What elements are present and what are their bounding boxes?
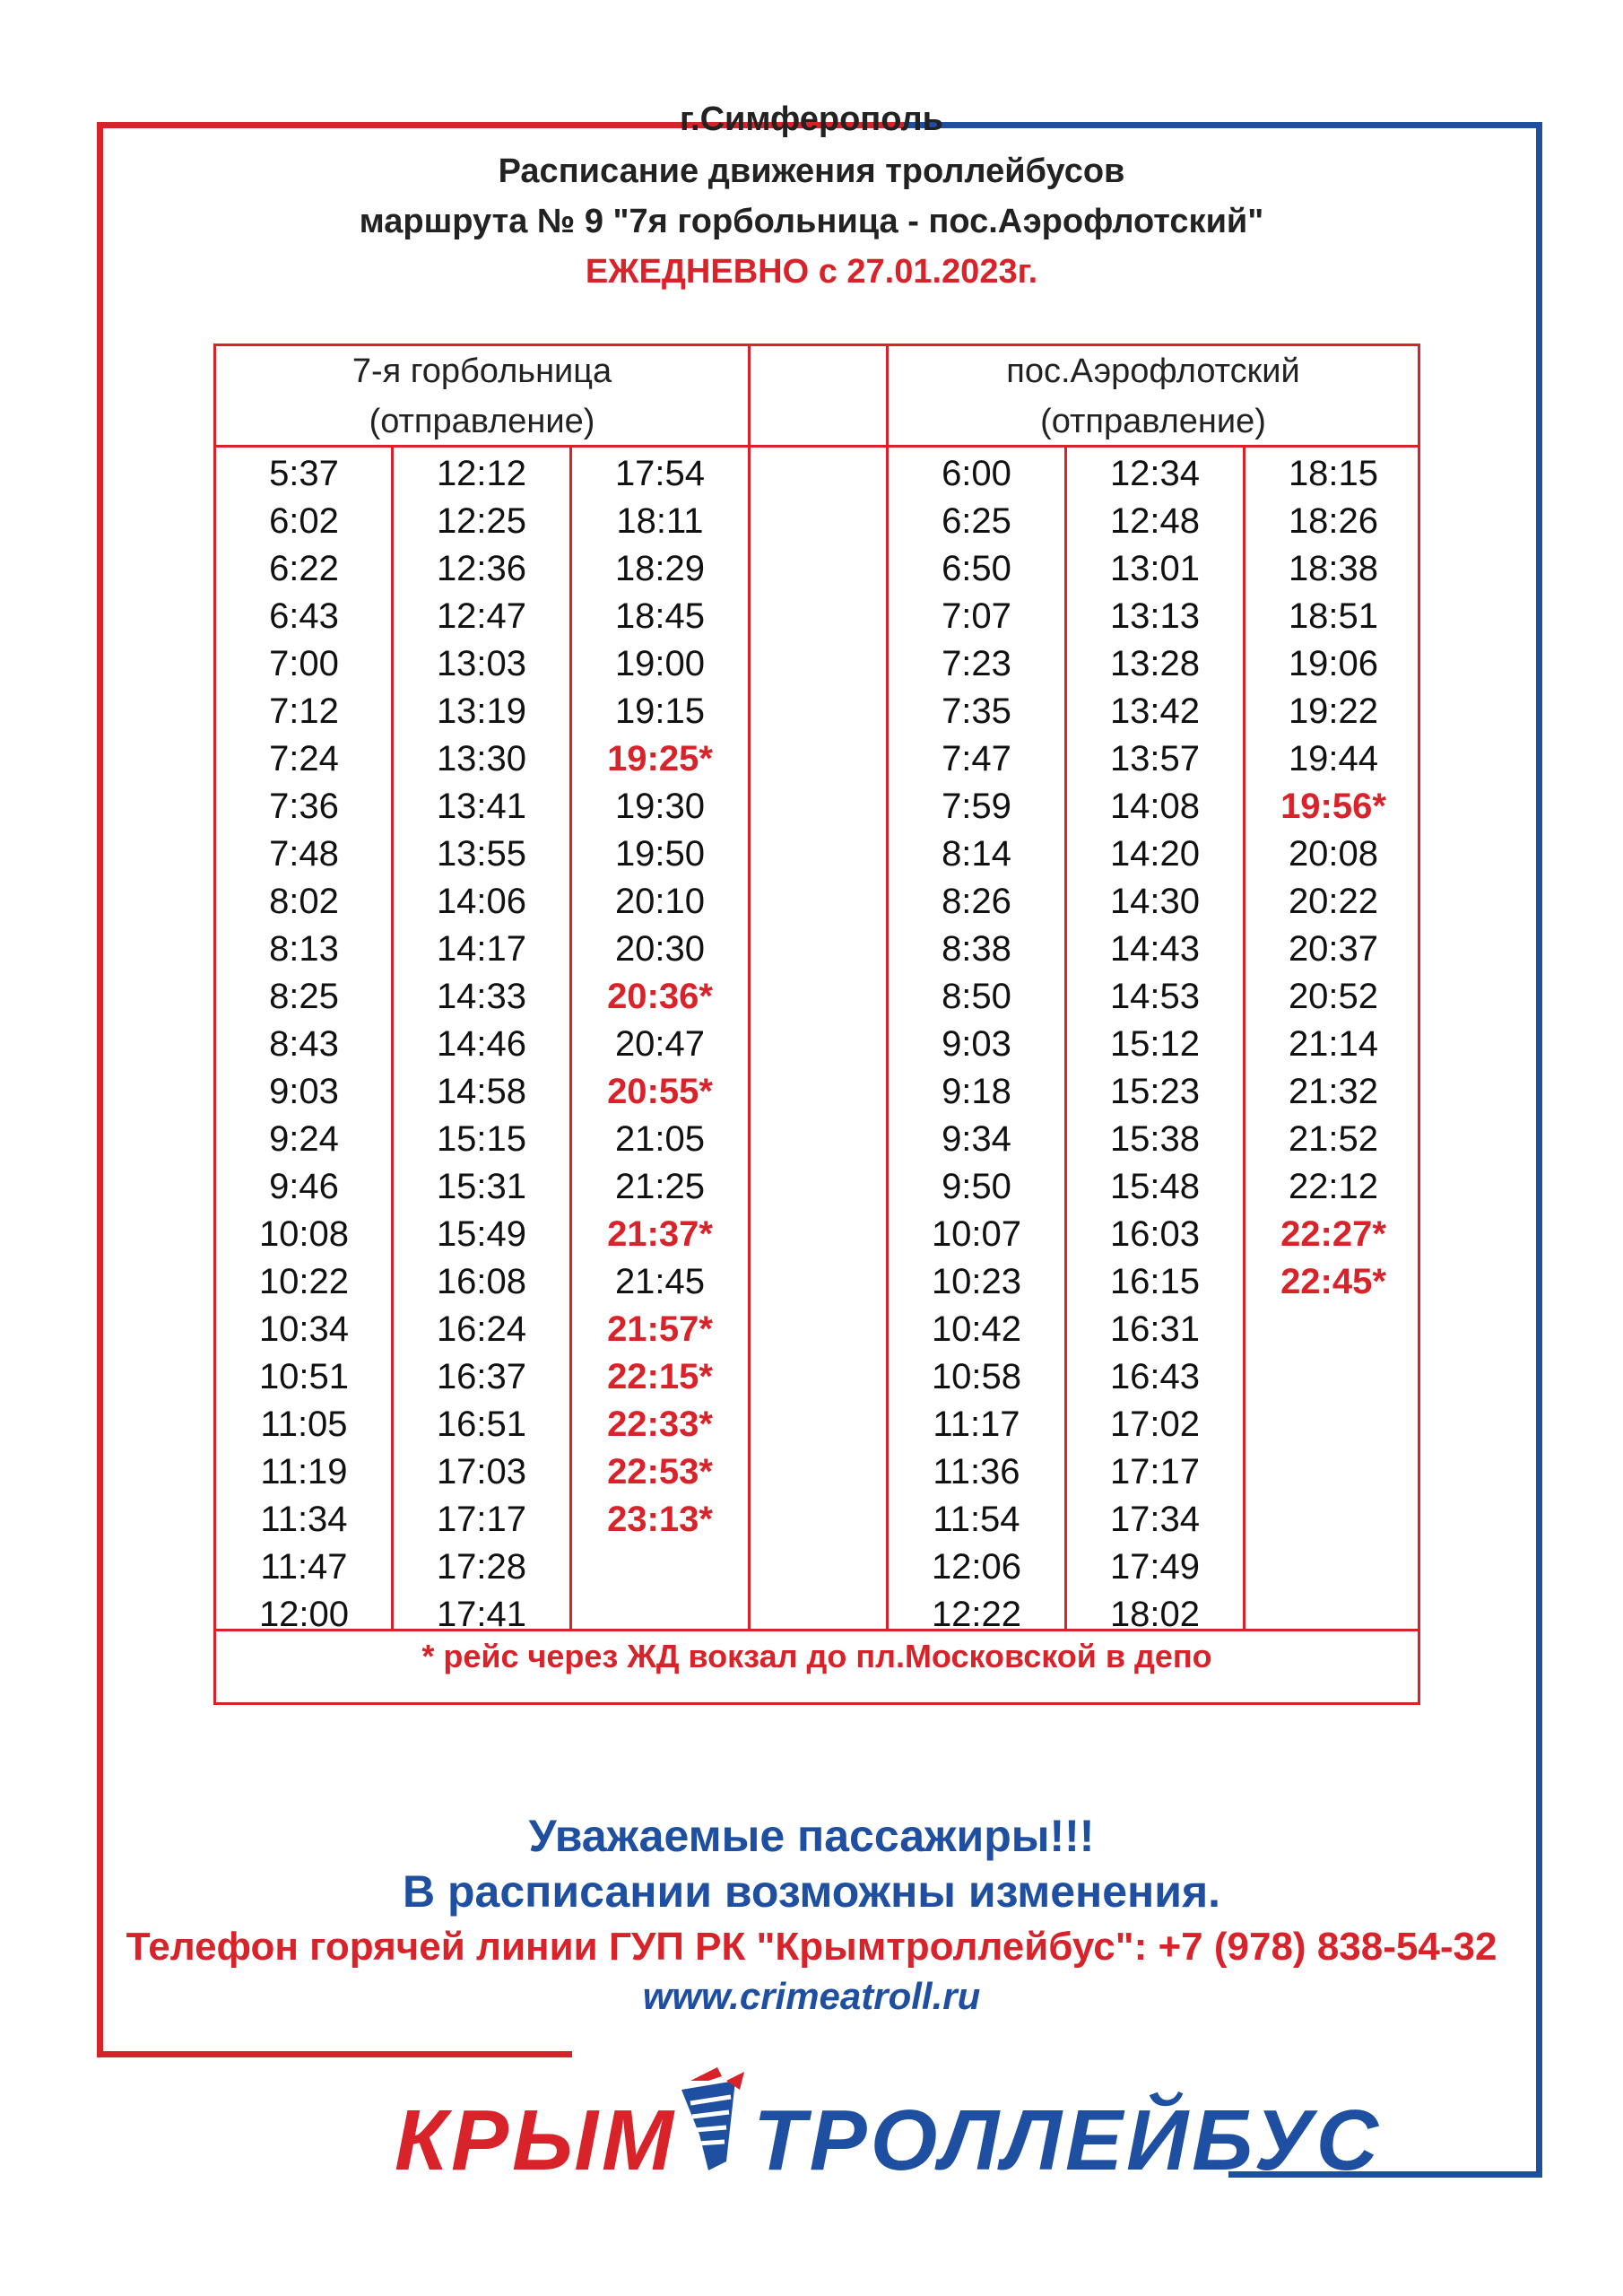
time-cell: 11:36	[933, 1452, 1020, 1492]
time-cell: 10:23	[931, 1262, 1022, 1301]
notice-changes: В расписании возможны изменения.	[402, 1866, 1221, 1917]
time-cell: 6:02	[269, 501, 339, 541]
time-cell: 17:54	[614, 454, 706, 493]
time-cell: 21:37*	[607, 1214, 713, 1254]
time-cell: 13:28	[1109, 644, 1201, 683]
time-cell: 20:52	[1288, 977, 1379, 1016]
time-cell: 15:48	[1109, 1167, 1201, 1206]
time-cell: 19:25*	[607, 739, 713, 778]
time-cell: 13:30	[436, 739, 527, 778]
time-cell: 7:07	[942, 596, 1011, 636]
time-cell: 19:06	[1288, 644, 1379, 683]
time-cell: 21:25	[614, 1167, 706, 1206]
time-cell: 22:12	[1288, 1167, 1379, 1206]
time-cell: 14:58	[436, 1072, 527, 1111]
time-cell: 20:10	[614, 882, 706, 921]
time-cell: 10:07	[931, 1214, 1022, 1254]
time-cell: 8:43	[269, 1024, 339, 1064]
time-cell: 16:37	[436, 1357, 527, 1396]
time-cell: 13:01	[1109, 549, 1201, 588]
time-cell: 6:22	[269, 549, 339, 588]
time-cell: 18:26	[1288, 501, 1379, 541]
time-cell: 17:02	[1109, 1405, 1201, 1444]
time-cell: 9:34	[942, 1119, 1011, 1159]
time-cell: 20:30	[614, 929, 706, 969]
time-cell: 18:11	[616, 501, 704, 541]
time-cell: 22:45*	[1280, 1262, 1386, 1301]
time-cell: 17:41	[436, 1595, 527, 1634]
website-link[interactable]: www.crimeatroll.ru	[642, 1975, 981, 2017]
time-cell: 16:51	[436, 1405, 527, 1444]
time-cell: 22:53*	[607, 1452, 713, 1492]
time-cell: 10:08	[258, 1214, 350, 1254]
time-cell: 12:36	[436, 549, 527, 588]
time-cell: 12:48	[1109, 501, 1201, 541]
time-cell: 6:00	[942, 454, 1011, 493]
time-cell: 8:38	[942, 929, 1011, 969]
frame-red-left	[97, 122, 103, 2057]
time-cell: 12:06	[931, 1547, 1022, 1587]
time-cell: 13:57	[1109, 739, 1201, 778]
time-cell: 9:03	[269, 1072, 339, 1111]
time-cell: 19:22	[1288, 691, 1379, 731]
time-cell: 11:17	[933, 1405, 1020, 1444]
time-cell: 7:36	[269, 787, 339, 826]
time-cell: 9:18	[942, 1072, 1011, 1111]
time-cell: 8:02	[269, 882, 339, 921]
time-cell: 15:12	[1109, 1024, 1201, 1064]
left-col-2	[394, 450, 569, 1639]
time-cell: 14:53	[1109, 977, 1201, 1016]
time-cell: 15:38	[1109, 1119, 1201, 1159]
city-title: г.Симферополь	[679, 100, 944, 138]
time-cell: 16:08	[436, 1262, 527, 1301]
time-cell: 9:46	[269, 1167, 339, 1206]
left-stop-name: 7-я горбольница	[352, 352, 612, 390]
time-cell: 15:23	[1109, 1072, 1201, 1111]
time-cell: 19:44	[1288, 739, 1379, 778]
time-cell: 8:50	[942, 977, 1011, 1016]
time-cell: 19:15	[614, 691, 706, 731]
time-cell: 21:32	[1288, 1072, 1379, 1111]
time-cell: 14:08	[1109, 787, 1201, 826]
time-cell: 12:12	[436, 454, 527, 493]
time-cell: 20:08	[1288, 834, 1379, 874]
notice-greeting: Уважаемые пассажиры!!!	[528, 1811, 1095, 1861]
time-cell: 11:54	[933, 1500, 1020, 1539]
right-stop-note: (отправление)	[1040, 403, 1266, 440]
time-cell: 12:34	[1109, 454, 1201, 493]
time-cell: 18:02	[1109, 1595, 1201, 1634]
logo-word-trolleybus: ТРОЛЛЕЙБУС	[753, 2092, 1382, 2188]
time-cell: 22:33*	[607, 1405, 713, 1444]
time-cell: 14:06	[436, 882, 527, 921]
time-cell: 7:35	[942, 691, 1011, 731]
time-cell: 22:15*	[607, 1357, 713, 1396]
time-cell: 21:14	[1288, 1024, 1379, 1064]
logo-word-krym: КРЫМ	[395, 2092, 678, 2188]
company-logo	[395, 2063, 1382, 2188]
time-cell: 7:24	[269, 739, 339, 778]
time-cell: 17:03	[436, 1452, 527, 1492]
time-cell: 19:30	[614, 787, 706, 826]
time-cell: 22:27*	[1280, 1214, 1386, 1254]
time-cell: 17:34	[1109, 1500, 1201, 1539]
time-cell: 13:13	[1109, 596, 1201, 636]
time-cell: 12:00	[258, 1595, 350, 1634]
time-cell: 16:24	[436, 1309, 527, 1349]
time-cell: 11:19	[260, 1452, 348, 1492]
right-col-1	[889, 450, 1064, 1639]
time-cell: 13:03	[436, 644, 527, 683]
time-cell: 7:23	[942, 644, 1011, 683]
time-cell: 20:37	[1288, 929, 1379, 969]
time-cell: 12:25	[436, 501, 527, 541]
schedule-title: Расписание движения троллейбусов	[498, 152, 1125, 190]
time-cell: 17:17	[436, 1500, 527, 1539]
time-cell: 20:22	[1288, 882, 1379, 921]
time-cell: 23:13*	[607, 1500, 713, 1539]
time-cell: 7:47	[942, 739, 1011, 778]
time-cell: 21:57*	[607, 1309, 713, 1349]
validity-date: ЕЖЕДНЕВНО с 27.01.2023г.	[585, 253, 1038, 291]
left-col-3	[572, 450, 748, 1544]
time-cell: 17:28	[436, 1547, 527, 1587]
time-cell: 13:41	[436, 787, 527, 826]
time-cell: 8:13	[269, 929, 339, 969]
time-cell: 7:12	[269, 691, 339, 731]
time-cell: 9:03	[942, 1024, 1011, 1064]
time-cell: 20:55*	[607, 1072, 713, 1111]
time-cell: 15:15	[436, 1119, 527, 1159]
time-cell: 10:22	[258, 1262, 350, 1301]
right-col-3	[1245, 450, 1421, 1306]
time-cell: 21:45	[614, 1262, 706, 1301]
frame-red-bottom	[97, 2051, 572, 2057]
time-cell: 14:20	[1109, 834, 1201, 874]
time-cell: 21:05	[614, 1119, 706, 1159]
time-cell: 9:50	[942, 1167, 1011, 1206]
time-cell: 17:49	[1109, 1547, 1201, 1587]
time-cell: 18:29	[614, 549, 706, 588]
time-cell: 21:52	[1288, 1119, 1379, 1159]
time-cell: 10:34	[258, 1309, 350, 1349]
time-cell: 7:00	[269, 644, 339, 683]
time-cell: 15:49	[436, 1214, 527, 1254]
time-cell: 6:43	[269, 596, 339, 636]
time-cell: 14:43	[1109, 929, 1201, 969]
time-cell: 13:42	[1109, 691, 1201, 731]
left-stop-note: (отправление)	[369, 403, 595, 440]
time-cell: 15:31	[436, 1167, 527, 1206]
left-col-1	[216, 450, 392, 1639]
time-cell: 8:25	[269, 977, 339, 1016]
time-cell: 7:48	[269, 834, 339, 874]
time-cell: 12:47	[436, 596, 527, 636]
time-cell: 19:00	[614, 644, 706, 683]
time-cell: 19:56*	[1280, 787, 1386, 826]
time-cell: 18:51	[1288, 596, 1379, 636]
time-cell: 14:46	[436, 1024, 527, 1064]
time-cell: 18:15	[1288, 454, 1379, 493]
right-stop-header	[889, 346, 1418, 448]
time-cell: 14:30	[1109, 882, 1201, 921]
time-cell: 19:50	[614, 834, 706, 874]
time-cell: 17:17	[1109, 1452, 1201, 1492]
time-cell: 16:31	[1109, 1309, 1201, 1349]
time-cell: 10:58	[931, 1357, 1022, 1396]
timetable	[213, 344, 1420, 1705]
time-cell: 9:24	[269, 1119, 339, 1159]
time-cell: 11:05	[260, 1405, 348, 1444]
time-cell: 8:14	[942, 834, 1011, 874]
time-cell: 16:15	[1109, 1262, 1201, 1301]
time-cell: 7:59	[942, 787, 1011, 826]
time-cell: 13:19	[436, 691, 527, 731]
time-cell: 11:34	[260, 1500, 348, 1539]
right-stop-name: пос.Аэрофлотский	[1006, 352, 1300, 390]
left-stop-header	[216, 346, 748, 448]
route-title: маршрута № 9 "7я горбольница - пос.Аэрофлотский"	[359, 203, 1264, 240]
right-col-2	[1067, 450, 1243, 1639]
time-cell: 5:37	[269, 454, 339, 493]
time-cell: 6:25	[942, 501, 1011, 541]
time-cell: 16:43	[1109, 1357, 1201, 1396]
time-cell: 10:42	[931, 1309, 1022, 1349]
time-cell: 20:36*	[607, 977, 713, 1016]
time-cell: 18:45	[614, 596, 706, 636]
time-cell: 14:17	[436, 929, 527, 969]
time-cell: 20:47	[614, 1024, 706, 1064]
time-cell: 13:55	[436, 834, 527, 874]
time-cell: 14:33	[436, 977, 527, 1016]
time-cell: 6:50	[942, 549, 1011, 588]
time-cell: 10:51	[258, 1357, 350, 1396]
hotline-phone: Телефон горячей линии ГУП РК "Крымтроллейбус": +7 (978) 838-54-32	[126, 1925, 1497, 1969]
time-cell: 8:26	[942, 882, 1011, 921]
footnote: * рейс через ЖД вокзал до пл.Московской в депо	[421, 1638, 1212, 1674]
time-cell: 11:47	[260, 1547, 348, 1587]
time-cell: 12:22	[931, 1595, 1022, 1634]
time-cell: 16:03	[1109, 1214, 1201, 1254]
time-cell: 18:38	[1288, 549, 1379, 588]
